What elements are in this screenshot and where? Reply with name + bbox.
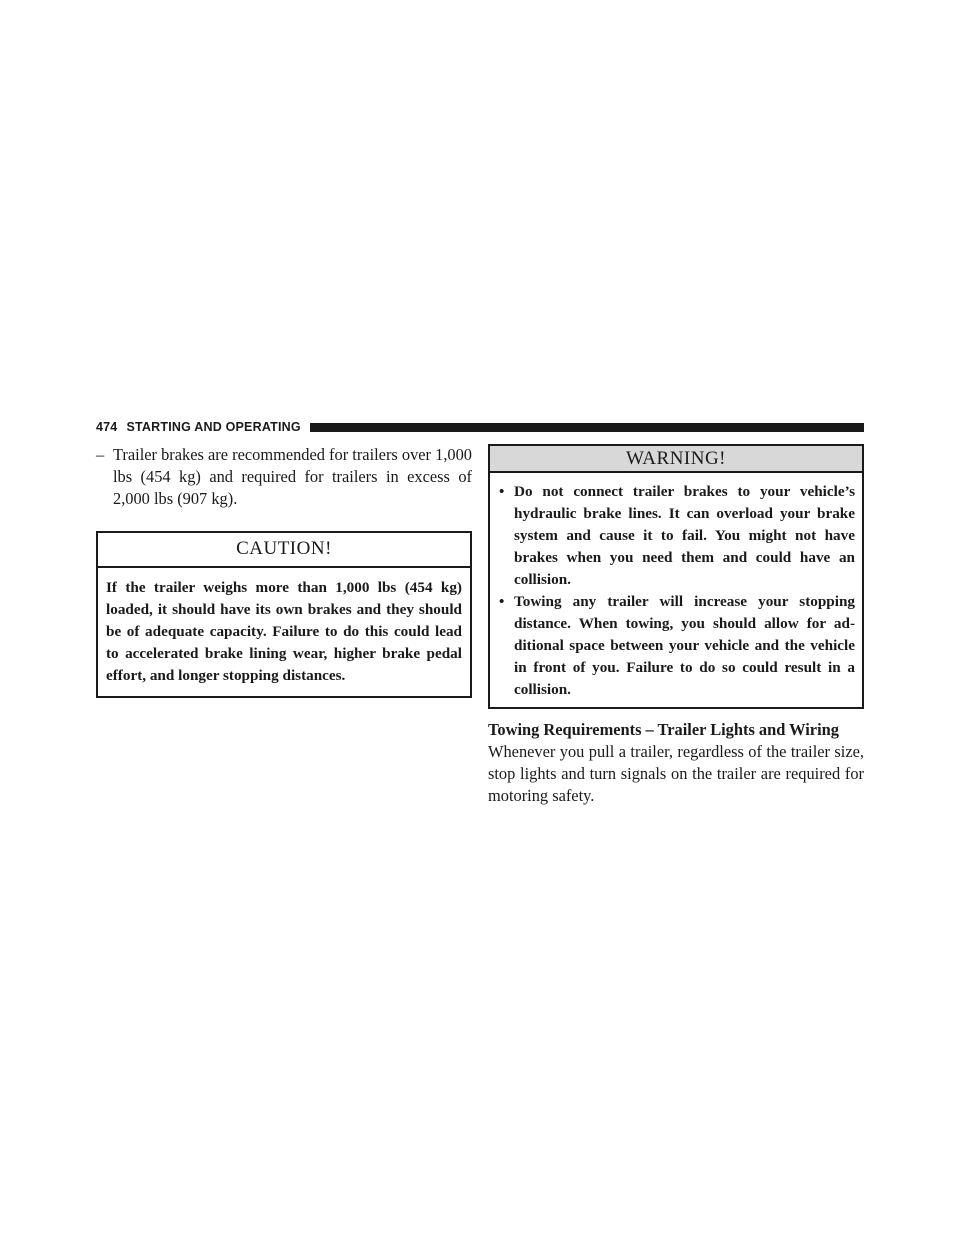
warning-body [490, 473, 862, 707]
caution-text: If the trailer weighs more than 1,000 lbs (454 kg) loaded, it should have its own brakes and they should be of adequate capacity. Failure to do this could lead to accelerated brake lining wear, higher brake pedal effort, and longer stopping distances. [106, 579, 462, 684]
warning-bullet [497, 591, 855, 701]
left-column [96, 444, 472, 698]
caution-title: CAUTION! [98, 533, 470, 568]
bullet-marker: • [499, 483, 505, 500]
warning-bullet [497, 481, 855, 591]
dash-marker: – [96, 445, 105, 464]
page-number: 474 [96, 420, 118, 434]
body-paragraph: Whenever you pull a trailer, regardless of the trailer size, stop lights and turn signals on the trailer are required for motoring safety. [488, 742, 864, 805]
caution-box [96, 531, 472, 698]
warning-bullet-text: Do not connect trailer brakes to your vehicle’s hydraulic brake lines. It can overload your brake system and cause it to fail. You might not have brakes when you need them and could have an collision. [514, 483, 855, 588]
list-item-text: Trailer brakes are recommended for trailers over 1,000 lbs (454 kg) and required for trailers in excess of 2,000 lbs (907 kg). [113, 445, 472, 508]
section-subheading: Towing Requirements – Trailer Lights and Wiring [488, 720, 839, 739]
right-column [488, 444, 864, 807]
section-title: STARTING AND OPERATING [126, 420, 301, 434]
warning-box [488, 444, 864, 709]
list-item [96, 444, 472, 510]
warning-bullet-text: Towing any trailer will increase your stopping distance. When towing, you should allow for additional space between your vehicle and the vehicle in front of you. Failure to do so could result in a collision. [514, 593, 855, 698]
warning-title: WARNING! [490, 446, 862, 473]
header-rule [310, 423, 864, 432]
page-header [96, 419, 864, 435]
bullet-marker: • [499, 593, 505, 610]
